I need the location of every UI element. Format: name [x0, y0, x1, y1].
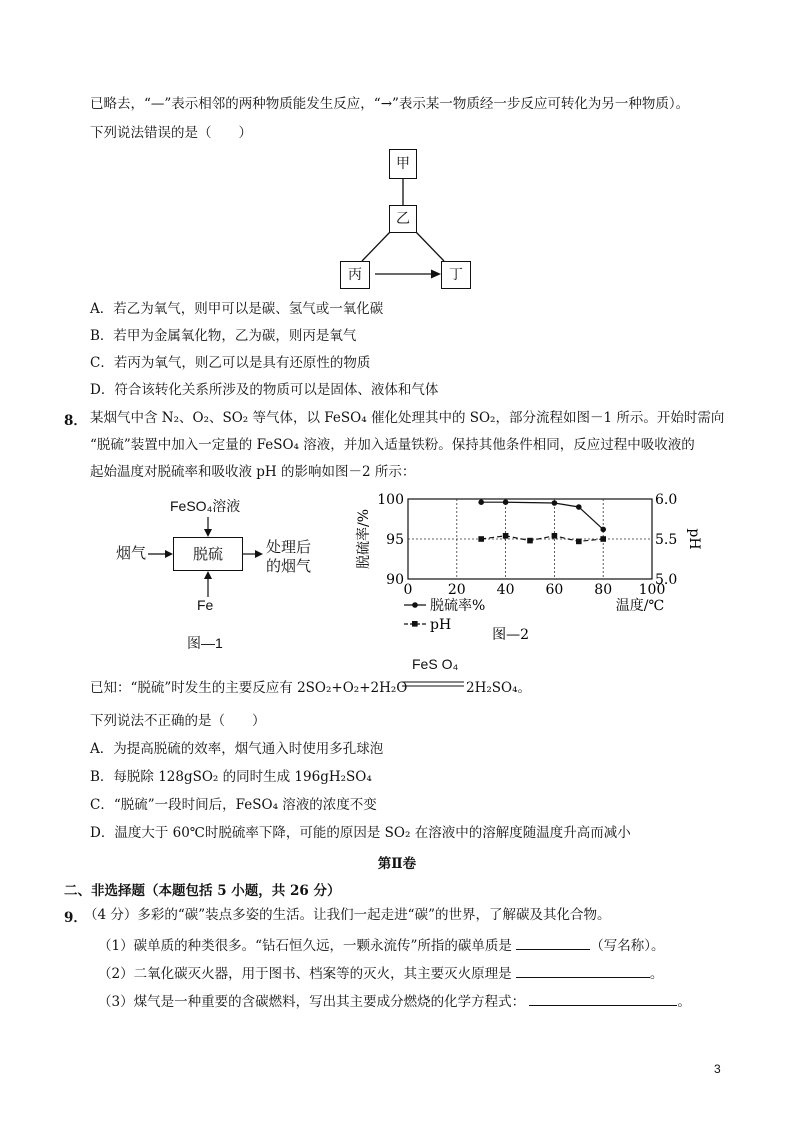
legend-desulfur-marker	[412, 602, 418, 608]
q8-option-c: C．“脱硫”一段时间后，FeSO₄ 溶液的浓度不变	[90, 797, 377, 813]
q9-sub2	[98, 962, 663, 982]
q8-line-1: 某烟气中含 N₂、O₂、SO₂ 等气体，以 FeSO₄ 催化处理其中的 SO₂，部分流程如图－1 所示。开始时需向	[90, 410, 725, 426]
y-left-tick-label: 95	[386, 532, 404, 548]
x-tick-label: 60	[545, 582, 564, 598]
x-tick-label: 0	[403, 582, 413, 598]
q8-option-b: B．每脱除 128gSO₂ 的同时生成 196gH₂SO₄	[90, 769, 372, 785]
q9-sub3-suffix: 。	[677, 994, 691, 1010]
q7-option-d: D．符合该转化关系所涉及的物质可以是固体、液体和气体	[90, 382, 439, 398]
y-left-tick-label: 90	[386, 572, 404, 588]
series-desulfur-point	[552, 500, 558, 506]
fig1-top-label: FeSO₄溶液	[170, 498, 241, 514]
series-desulfur-point	[576, 504, 582, 510]
series-ph-point	[600, 536, 606, 542]
y-left-axis-label: 脱硫率/%	[356, 508, 372, 570]
page-number: 3	[714, 1062, 721, 1076]
intro-line-2: 下列说法错误的是（ ）	[90, 125, 252, 141]
q9-sub1-text: （1）碳单质的种类很多。“钻石恒久远，一颗永流传”所指的碳单质是	[98, 938, 512, 954]
box-ding: 丁	[441, 261, 471, 289]
q8-line-3: 起始温度对脱硫率和吸收液 pH 的影响如图－2 所示：	[90, 464, 416, 480]
fig1-left-label: 烟气	[116, 544, 147, 562]
q7-option-c: C．若丙为氧气，则乙可以是具有还原性的物质	[90, 355, 371, 371]
fig2-caption: 图—2	[492, 627, 530, 643]
fig1-caption: 图—1	[187, 635, 223, 651]
box-jia: 甲	[389, 149, 417, 179]
x-axis-label: 温度/℃	[615, 598, 665, 614]
q9-sub3-blank[interactable]	[529, 993, 677, 1006]
fig1-desulfur-box: 脱硫	[173, 537, 243, 571]
q8-catalyst: FeS O₄	[412, 656, 459, 672]
q9-sub2-text: （2）二氧化碳灭火器，用于图书、档案等的灭火，其主要灭火原理是	[98, 966, 512, 982]
section-title: 第Ⅱ卷	[377, 856, 417, 872]
q8-option-d: D．温度大于 60℃时脱硫率下降，可能的原因是 SO₂ 在溶液中的溶解度随温度升高而减小	[90, 825, 631, 841]
x-tick-label: 100	[638, 582, 666, 598]
legend-ph-marker	[412, 621, 418, 627]
series-ph-point	[503, 533, 509, 539]
box-yi: 乙	[389, 205, 417, 233]
q8-option-a: A．为提高脱硫的效率，烟气通入时使用多孔球泡	[90, 741, 384, 757]
x-tick-label: 40	[496, 582, 515, 598]
series-ph-point	[552, 533, 558, 539]
fig1-bottom-label: Fe	[197, 597, 214, 613]
y-right-tick-label: 5.0	[655, 572, 678, 588]
x-tick-label: 80	[594, 582, 613, 598]
series-ph-point	[576, 539, 582, 545]
q9-stem: （4 分）多彩的“碳”装点多姿的生活。让我们一起走进“碳”的世界，了解碳及其化合物。	[84, 907, 611, 923]
q8-equals-sign	[400, 680, 466, 688]
fig1-right-label-2: 的烟气	[266, 557, 312, 575]
q9-sub1	[98, 934, 664, 954]
legend-desulfur-label: 脱硫率%	[430, 598, 486, 614]
link-yi-bing	[362, 232, 390, 261]
q8-number: 8．	[64, 413, 87, 429]
x-tick-label: 20	[447, 582, 466, 598]
series-desulfur-point	[478, 499, 484, 505]
q9-number: 9．	[64, 910, 87, 926]
q8-known-suffix: 2H₂SO₄。	[466, 680, 532, 696]
fig2-chart	[350, 485, 710, 655]
y-right-tick-label: 6.0	[655, 492, 678, 508]
series-desulfur-point	[600, 527, 606, 533]
series-ph-line	[481, 536, 603, 542]
q8-known-prefix: 已知：“脱硫”时发生的主要反应有 2SO₂+O₂+2H₂O	[90, 680, 408, 696]
q9-sub1-blank[interactable]	[516, 937, 590, 950]
y-left-tick-label: 100	[377, 492, 404, 508]
series-desulfur-point	[503, 499, 509, 505]
y-right-tick-label: 5.5	[655, 532, 678, 548]
section-heading: 二、非选择题（本题包括 5 小题，共 26 分）	[64, 883, 341, 899]
box-bing: 丙	[340, 261, 370, 289]
series-desulfur-line	[481, 502, 603, 529]
q7-option-a: A．若乙为氧气，则甲可以是碳、氢气或一氧化碳	[90, 301, 384, 317]
arrow-head	[431, 270, 441, 279]
y-right-axis-label: pH	[686, 528, 702, 550]
legend-ph-label: pH	[430, 617, 452, 633]
intro-line-1: 已略去，“—”表示相邻的两种物质能发生反应，“→”表示某一物质经一步反应可转化为另一种物质）。	[90, 96, 690, 112]
link-yi-ding	[416, 232, 444, 261]
q9-sub2-blank[interactable]	[516, 965, 650, 978]
q8-question: 下列说法不正确的是（ ）	[90, 713, 266, 729]
series-ph-point	[478, 536, 484, 542]
fig1-arrows	[100, 505, 280, 605]
series-ph-point	[527, 538, 533, 544]
q9-sub3-text: （3）煤气是一种重要的含碳燃料，写出其主要成分燃烧的化学方程式：	[98, 994, 526, 1010]
q9-sub1-suffix: （写名称）。	[590, 938, 665, 954]
q9-sub3	[98, 990, 691, 1010]
fig1-right-label-1: 处理后	[266, 538, 312, 556]
q7-option-b: B．若甲为金属氧化物，乙为碳，则丙是氧气	[90, 328, 357, 344]
q8-line-2: “脱硫”装置中加入一定量的 FeSO₄ 溶液，并加入适量铁粉。保持其他条件相同，反应过程中吸收液的	[90, 437, 695, 453]
q9-sub2-suffix: 。	[649, 966, 664, 982]
